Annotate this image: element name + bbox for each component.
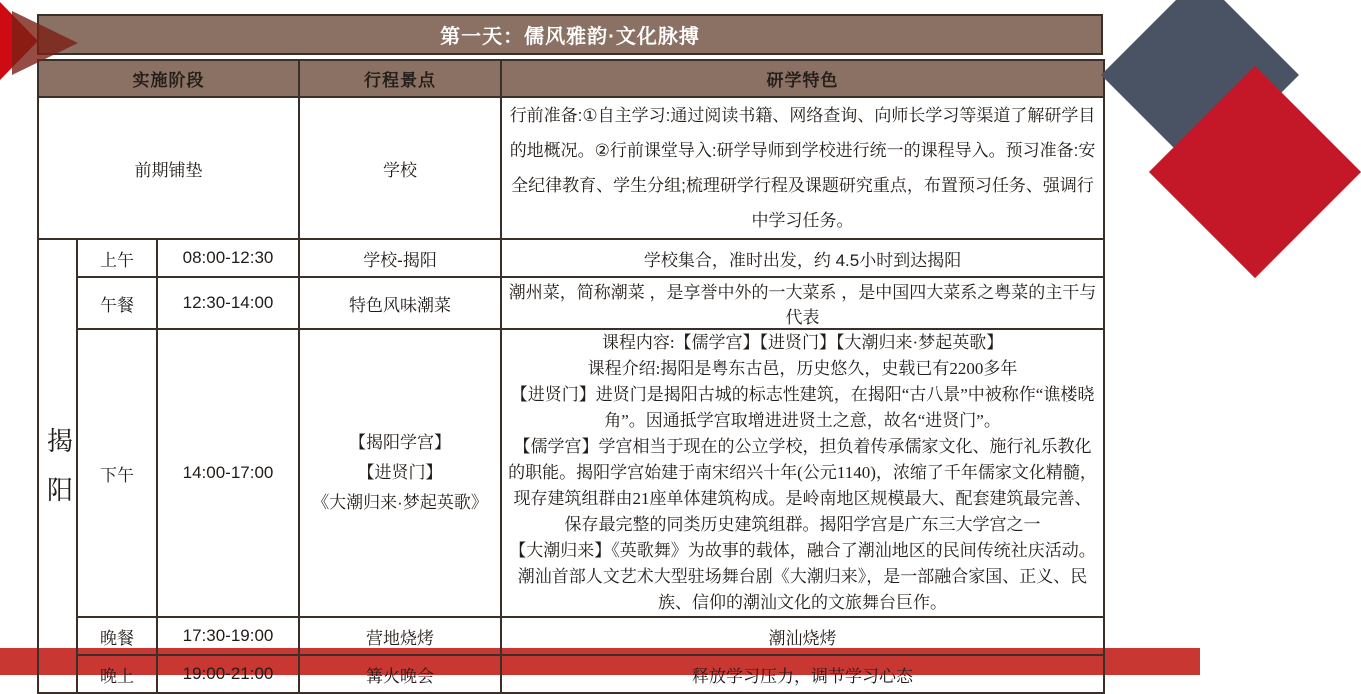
table-row-evening bbox=[38, 655, 1104, 693]
header-feature: 研学特色 bbox=[501, 60, 1104, 97]
city-cell bbox=[38, 239, 77, 693]
left-dark-red-triangle-decoration bbox=[12, 11, 78, 75]
spot-cell: 特色风味潮菜 bbox=[299, 277, 501, 329]
spot-cell: 篝火晚会 bbox=[299, 655, 501, 693]
time-cell: 17:30-19:00 bbox=[157, 617, 299, 655]
table-row-dinner bbox=[38, 617, 1104, 655]
itinerary-table bbox=[37, 59, 1105, 694]
time-cell: 08:00-12:30 bbox=[157, 239, 299, 277]
time-cell: 14:00-17:00 bbox=[157, 329, 299, 617]
prep-stage-cell: 前期铺垫 bbox=[38, 97, 299, 239]
period-cell: 午餐 bbox=[77, 277, 157, 329]
spot-cell bbox=[299, 329, 501, 617]
spot-line: 【进贤门】 bbox=[357, 463, 443, 482]
table-row-afternoon bbox=[38, 329, 1104, 617]
prep-feature-cell: 行前准备:①自主学习:通过阅读书籍、网络查询、向师长学习等渠道了解研学目的地概况。②行前课堂导入:研学导师到学校进行统一的课程导入。预习准备:安全纪律教育、学生分组;梳理研学行程及课题研究重点，布置预习任务、强调行中学习任务。 bbox=[501, 97, 1104, 239]
city-vertical-label: 揭阳 bbox=[46, 425, 73, 505]
period-cell: 晚餐 bbox=[77, 617, 157, 655]
feature-paragraph: 课程内容:【儒学宫】【进贤门】【大潮归来·梦起英歌】 bbox=[601, 333, 1004, 352]
prep-spot-cell: 学校 bbox=[299, 97, 501, 239]
feature-cell: 潮汕烧烤 bbox=[501, 617, 1104, 655]
spot-cell: 学校-揭阳 bbox=[299, 239, 501, 277]
table-row-lunch bbox=[38, 277, 1104, 329]
day-title-band bbox=[37, 14, 1103, 55]
feature-paragraph: 【儒学宫】学宫相当于现在的公立学校，担负着传承儒家文化、施行礼乐教化的职能。揭阳学宫始建于南宋绍兴十年(公元1140)，浓缩了千年儒家文化精髓，现存建筑组群由21座单体建筑构成。是岭南地区规模最大、配套建筑最完善、保存最完整的同类历史建筑组群。揭阳学宫是广东三大学宫之一 bbox=[508, 437, 1097, 534]
period-cell: 下午 bbox=[77, 329, 157, 617]
spot-line: 《大潮归来·梦起英歌》 bbox=[312, 493, 488, 512]
spot-line: 【揭阳学宫】 bbox=[349, 433, 452, 452]
period-cell: 晚上 bbox=[77, 655, 157, 693]
period-cell: 上午 bbox=[77, 239, 157, 277]
feature-paragraph: 课程介绍:揭阳是粤东古邑，历史悠久，史载已有2200多年 bbox=[587, 359, 1018, 378]
header-spot: 行程景点 bbox=[299, 60, 501, 97]
feature-cell: 潮州菜，简称潮菜 ，是享誉中外的一大菜系 ，是中国四大菜系之粤菜的主干与代表 bbox=[501, 277, 1104, 329]
table-row-morning bbox=[38, 239, 1104, 277]
time-cell: 19:00-21:00 bbox=[157, 655, 299, 693]
feature-paragraph: 【进贤门】进贤门是揭阳古城的标志性建筑，在揭阳“古八景”中被称作“谯楼晓角”。因通抵学宫取增进进贤土之意，故名“进贤门”。 bbox=[510, 385, 1095, 430]
table-header-row bbox=[38, 60, 1104, 97]
feature-cell bbox=[501, 329, 1104, 617]
day-title: 第一天：儒风雅韵·文化脉搏 bbox=[440, 26, 700, 48]
header-stage: 实施阶段 bbox=[38, 60, 299, 97]
table-row-prep bbox=[38, 97, 1104, 239]
spot-cell: 营地烧烤 bbox=[299, 617, 501, 655]
time-cell: 12:30-14:00 bbox=[157, 277, 299, 329]
feature-paragraph: 【大潮归来】《英歌舞》为故事的载体，融合了潮汕地区的民间传统社庆活动。潮汕首部人文艺术大型驻场舞台剧《大潮归来》，是一部融合家国、正义、民族、信仰的潮汕文化的文旅舞台巨作。 bbox=[509, 541, 1096, 612]
feature-cell: 学校集合，准时出发，约 4.5小时到达揭阳 bbox=[501, 239, 1104, 277]
feature-cell: 释放学习压力，调节学习心态 bbox=[501, 655, 1104, 693]
